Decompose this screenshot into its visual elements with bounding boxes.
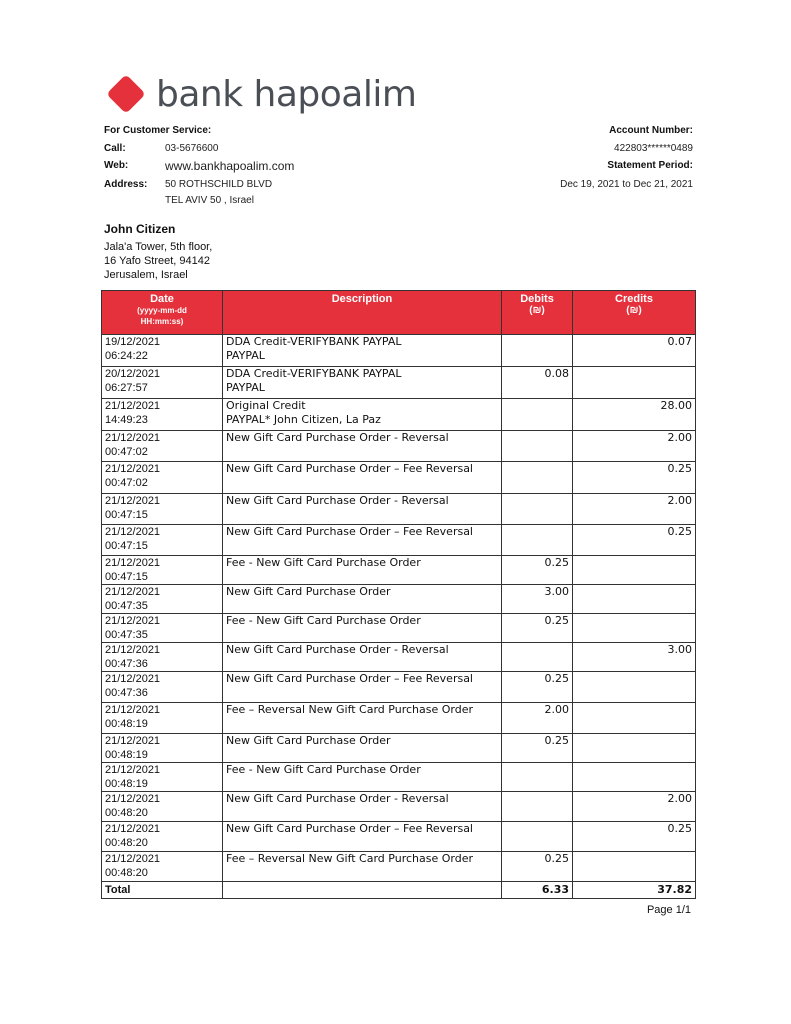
- row-time: 00:47:36: [105, 687, 148, 699]
- row-datetime: [102, 703, 223, 734]
- bank-name: bank hapoalim: [156, 73, 417, 115]
- table-row: [102, 852, 696, 882]
- row-time: 14:49:23: [105, 414, 148, 426]
- row-credit: [573, 672, 696, 703]
- row-debit: [502, 399, 573, 431]
- customer-name: John Citizen: [104, 222, 176, 236]
- row-datetime: [102, 556, 223, 585]
- account-number-label: Account Number:: [609, 125, 693, 136]
- row-debit: [502, 643, 573, 672]
- header-date-format-1: (yyyy-mm-dd: [137, 306, 187, 315]
- row-date: 21/12/2021: [105, 495, 161, 507]
- row-date: 21/12/2021: [105, 704, 161, 716]
- row-debit: [502, 462, 573, 494]
- row-debit: 0.25: [502, 556, 573, 585]
- header-description: Description: [223, 291, 502, 335]
- table-row: [102, 462, 696, 494]
- row-description: [223, 556, 502, 585]
- row-description-line2: PAYPAL* John Citizen, La Paz: [226, 413, 381, 426]
- row-credit: 0.25: [573, 462, 696, 494]
- row-date: 21/12/2021: [105, 644, 161, 656]
- header-debits-currency: (₪): [529, 305, 545, 316]
- customer-address-line2: 16 Yafo Street, 94142: [104, 255, 211, 267]
- page-number: Page 1/1: [646, 904, 691, 916]
- row-debit: 0.08: [502, 367, 573, 399]
- row-description: [223, 431, 502, 462]
- row-description: [223, 494, 502, 525]
- row-time: 00:48:19: [105, 718, 148, 730]
- bank-logo: [106, 72, 416, 116]
- row-description: [223, 672, 502, 703]
- row-datetime: [102, 763, 223, 792]
- row-datetime: [102, 672, 223, 703]
- row-credit: 2.00: [573, 494, 696, 525]
- row-description: [223, 585, 502, 614]
- row-date: 21/12/2021: [105, 615, 161, 627]
- row-time: 00:47:15: [105, 571, 148, 583]
- header-date: [102, 291, 223, 335]
- row-datetime: [102, 335, 223, 367]
- row-description: [223, 822, 502, 852]
- table-row: [102, 614, 696, 643]
- row-debit: [502, 525, 573, 556]
- total-description: [223, 882, 502, 899]
- row-credit: 2.00: [573, 792, 696, 822]
- web-label: Web:: [104, 160, 129, 171]
- row-description-line1: Fee – Reversal New Gift Card Purchase Order: [226, 852, 473, 865]
- total-debits: 6.33: [502, 882, 573, 899]
- row-description: [223, 852, 502, 882]
- row-time: 00:47:36: [105, 658, 148, 670]
- table-row: [102, 556, 696, 585]
- row-datetime: [102, 822, 223, 852]
- row-time: 06:24:22: [105, 350, 148, 362]
- row-description-line1: New Gift Card Purchase Order – Fee Reversal: [226, 822, 473, 835]
- header-date-label: Date: [150, 293, 174, 305]
- call-label: Call:: [104, 143, 126, 154]
- row-debit: [502, 763, 573, 792]
- header-credits-label: Credits: [615, 293, 653, 305]
- row-date: 21/12/2021: [105, 586, 161, 598]
- row-date: 21/12/2021: [105, 793, 161, 805]
- row-date: 21/12/2021: [105, 823, 161, 835]
- row-description-line1: DDA Credit-VERIFYBANK PAYPAL: [226, 335, 402, 348]
- table-row: [102, 643, 696, 672]
- row-debit: [502, 431, 573, 462]
- row-debit: [502, 792, 573, 822]
- row-description-line1: New Gift Card Purchase Order - Reversal: [226, 494, 449, 507]
- table-row: [102, 763, 696, 792]
- row-datetime: [102, 585, 223, 614]
- header-debits: [502, 291, 573, 335]
- row-date: 21/12/2021: [105, 463, 161, 475]
- statement-period-value: Dec 19, 2021 to Dec 21, 2021: [560, 179, 693, 190]
- total-credits: 37.82: [573, 882, 696, 899]
- row-credit: [573, 703, 696, 734]
- row-description: [223, 763, 502, 792]
- row-datetime: [102, 792, 223, 822]
- row-time: 00:47:02: [105, 477, 148, 489]
- web-value: www.bankhapoalim.com: [165, 159, 295, 173]
- row-description-line1: New Gift Card Purchase Order – Fee Reversal: [226, 462, 473, 475]
- row-datetime: [102, 367, 223, 399]
- row-description-line1: Fee - New Gift Card Purchase Order: [226, 763, 421, 776]
- row-time: 00:48:19: [105, 778, 148, 790]
- row-date: 21/12/2021: [105, 735, 161, 747]
- row-datetime: [102, 852, 223, 882]
- table-row: [102, 792, 696, 822]
- table-row: [102, 525, 696, 556]
- row-datetime: [102, 462, 223, 494]
- header-credits: [573, 291, 696, 335]
- row-time: 00:48:20: [105, 837, 148, 849]
- header-credits-currency: (₪): [626, 305, 642, 316]
- row-description-line1: New Gift Card Purchase Order - Reversal: [226, 431, 449, 444]
- row-date: 21/12/2021: [105, 764, 161, 776]
- row-debit: 0.25: [502, 614, 573, 643]
- row-credit: 0.07: [573, 335, 696, 367]
- account-number-value: 422803******0489: [614, 143, 693, 154]
- header-debits-label: Debits: [520, 293, 554, 305]
- row-time: 00:47:02: [105, 446, 148, 458]
- row-credit: [573, 763, 696, 792]
- row-date: 21/12/2021: [105, 557, 161, 569]
- customer-address: [104, 240, 212, 282]
- row-description: [223, 643, 502, 672]
- row-time: 00:47:35: [105, 600, 148, 612]
- row-time: 00:48:20: [105, 867, 148, 879]
- row-date: 21/12/2021: [105, 526, 161, 538]
- row-datetime: [102, 494, 223, 525]
- row-time: 00:47:15: [105, 540, 148, 552]
- row-description-line1: New Gift Card Purchase Order: [226, 585, 391, 598]
- row-datetime: [102, 614, 223, 643]
- row-description-line2: PAYPAL: [226, 381, 265, 394]
- table-row: [102, 367, 696, 399]
- table-row: [102, 335, 696, 367]
- row-description-line1: New Gift Card Purchase Order - Reversal: [226, 792, 449, 805]
- row-description: [223, 614, 502, 643]
- row-description: [223, 367, 502, 399]
- row-description-line1: Fee - New Gift Card Purchase Order: [226, 614, 421, 627]
- row-date: 20/12/2021: [105, 368, 161, 380]
- row-time: 00:47:35: [105, 629, 148, 641]
- address-line2: TEL AVIV 50 , Israel: [165, 195, 254, 206]
- row-datetime: [102, 525, 223, 556]
- total-label: Total: [102, 882, 223, 899]
- row-debit: 3.00: [502, 585, 573, 614]
- call-value: 03-5676600: [165, 143, 219, 154]
- table-row: [102, 431, 696, 462]
- table-row: [102, 399, 696, 431]
- row-description-line1: DDA Credit-VERIFYBANK PAYPAL: [226, 367, 402, 380]
- logo-diamond-icon: [106, 74, 146, 114]
- row-description: [223, 335, 502, 367]
- row-description-line1: New Gift Card Purchase Order – Fee Reversal: [226, 672, 473, 685]
- row-description: [223, 734, 502, 763]
- row-time: 06:27:57: [105, 382, 148, 394]
- row-credit: 28.00: [573, 399, 696, 431]
- statement-period-label: Statement Period:: [607, 160, 693, 171]
- row-description-line1: New Gift Card Purchase Order: [226, 734, 391, 747]
- row-credit: 3.00: [573, 643, 696, 672]
- row-date: 21/12/2021: [105, 853, 161, 865]
- table-row: [102, 703, 696, 734]
- row-datetime: [102, 734, 223, 763]
- header-date-format-2: HH:mm:ss): [140, 317, 184, 326]
- row-description-line2: PAYPAL: [226, 349, 265, 362]
- address-line1: 50 ROTHSCHILD BLVD: [165, 179, 273, 190]
- row-credit: 0.25: [573, 525, 696, 556]
- row-description-line1: Original Credit: [226, 399, 306, 412]
- row-credit: 2.00: [573, 431, 696, 462]
- row-debit: 0.25: [502, 852, 573, 882]
- row-description: [223, 792, 502, 822]
- row-datetime: [102, 431, 223, 462]
- row-credit: [573, 734, 696, 763]
- row-debit: [502, 335, 573, 367]
- table-row: [102, 494, 696, 525]
- row-debit: 0.25: [502, 734, 573, 763]
- row-time: 00:48:19: [105, 749, 148, 761]
- row-credit: [573, 367, 696, 399]
- row-date: 19/12/2021: [105, 336, 161, 348]
- transactions-table: [101, 290, 696, 899]
- table-row: [102, 734, 696, 763]
- table-row: [102, 672, 696, 703]
- row-description: [223, 399, 502, 431]
- row-credit: [573, 614, 696, 643]
- row-date: 21/12/2021: [105, 400, 161, 412]
- address-label: Address:: [104, 179, 148, 190]
- row-time: 00:48:20: [105, 807, 148, 819]
- row-credit: [573, 852, 696, 882]
- table-row: [102, 822, 696, 852]
- row-description: [223, 462, 502, 494]
- row-description-line1: New Gift Card Purchase Order - Reversal: [226, 643, 449, 656]
- customer-service-heading: For Customer Service:: [104, 125, 212, 136]
- row-debit: 0.25: [502, 672, 573, 703]
- row-description: [223, 703, 502, 734]
- row-description-line1: Fee – Reversal New Gift Card Purchase Order: [226, 703, 473, 716]
- row-credit: [573, 556, 696, 585]
- row-datetime: [102, 399, 223, 431]
- row-credit: [573, 585, 696, 614]
- customer-address-line1: Jala'a Tower, 5th floor,: [104, 241, 213, 253]
- row-date: 21/12/2021: [105, 432, 161, 444]
- table-row: [102, 585, 696, 614]
- row-description-line1: New Gift Card Purchase Order – Fee Reversal: [226, 525, 473, 538]
- row-description-line1: Fee - New Gift Card Purchase Order: [226, 556, 421, 569]
- row-credit: 0.25: [573, 822, 696, 852]
- row-date: 21/12/2021: [105, 673, 161, 685]
- customer-address-line3: Jerusalem, Israel: [104, 269, 188, 281]
- row-description: [223, 525, 502, 556]
- row-debit: 2.00: [502, 703, 573, 734]
- row-debit: [502, 822, 573, 852]
- row-time: 00:47:15: [105, 509, 148, 521]
- row-datetime: [102, 643, 223, 672]
- row-debit: [502, 494, 573, 525]
